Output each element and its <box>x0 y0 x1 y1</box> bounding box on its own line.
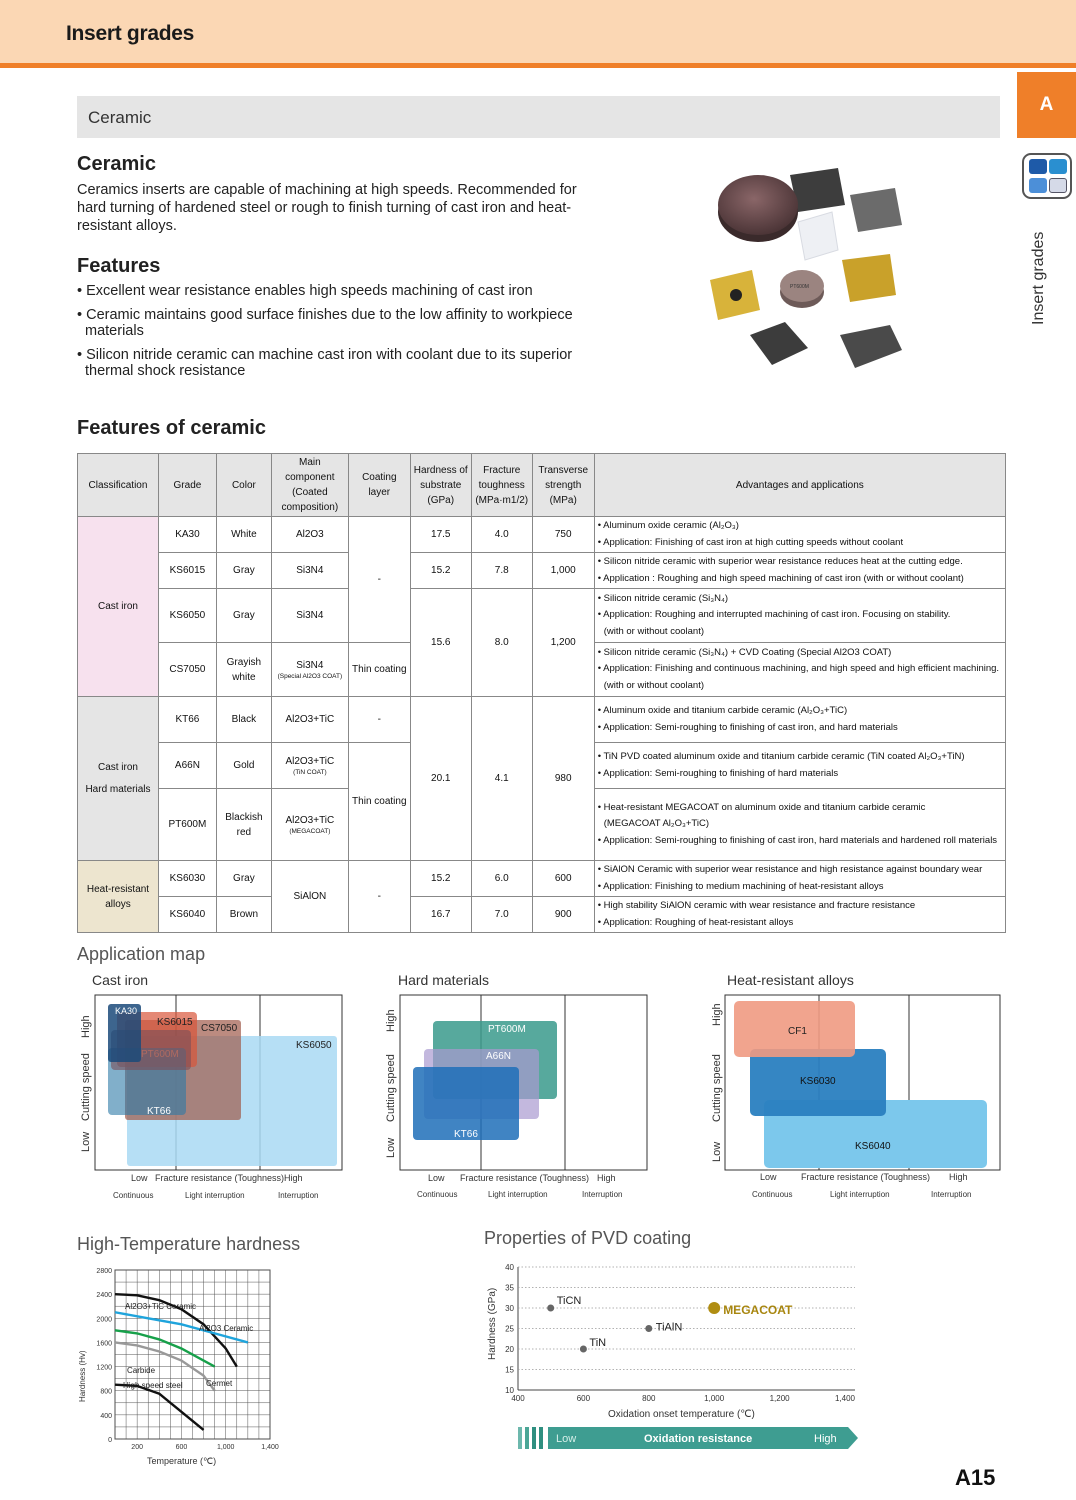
x-axis-label: Fracture resistance (Toughness) <box>155 1173 285 1183</box>
hot-hardness-title: High-Temperature hardness <box>77 1234 301 1254</box>
strength-cell: 750 <box>532 517 594 553</box>
pvd-title: Properties of PVD coating <box>484 1228 692 1248</box>
y-low: Low <box>385 1137 397 1158</box>
advantages-cell: • High stability SiAlON ceramic with wear resistance and fracture resistance • Application: Roughing of heat-resistant alloys <box>594 897 1005 933</box>
color-cell: White <box>216 517 271 553</box>
y-tick-label: 2400 <box>96 1292 112 1300</box>
x-tick-label: 400 <box>511 1394 525 1403</box>
component-cell: Si3N4 <box>271 553 348 589</box>
x-tick-label: 600 <box>576 1394 591 1403</box>
y-axis-label: Hardness (Hv) <box>78 1350 87 1402</box>
label-ks6050: KS6050 <box>296 1040 332 1051</box>
strength-cell: 1,000 <box>532 553 594 589</box>
coating-cell: - <box>348 861 410 933</box>
x-tick: Interruption <box>278 1191 319 1200</box>
header-title: Insert grades <box>66 22 194 45</box>
strength-cell: 980 <box>532 697 594 861</box>
advantages-cell: • Silicon nitride ceramic with superior wear resistance reduces heat at the cutting edge. • Application : Roughing and high speed machining of cast iron (with or without coolant) <box>594 553 1005 589</box>
section-tab-a[interactable]: A <box>1017 72 1076 138</box>
component-cell: Al2O3+TiC <box>271 697 348 743</box>
x-axis-label: Fracture resistance (Toughness) <box>460 1173 590 1183</box>
col-header: Transverse strength (MPa) <box>532 454 594 517</box>
advantages-cell: • TiN PVD coated aluminum oxide and titanium carbide ceramic (TiN coated Al₂O₃+TiN) • Application: Semi-roughing to finishing of hard materials <box>594 743 1005 789</box>
label-cf1: CF1 <box>788 1026 807 1037</box>
y-high: High <box>80 1015 92 1038</box>
color-cell: Black <box>216 697 271 743</box>
grade-cell: PT600M <box>158 789 216 861</box>
label-ks6040: KS6040 <box>855 1141 891 1152</box>
y-high: High <box>385 1009 397 1032</box>
coating-cell: Thin coating <box>348 743 410 861</box>
color-cell: Gray <box>216 589 271 643</box>
col-header: Advantages and applications <box>594 454 1005 517</box>
class-cell: Cast iron <box>78 517 159 697</box>
x-high: High <box>597 1173 616 1183</box>
x-tick-label: 1,400 <box>261 1444 279 1451</box>
col-header: Fracture toughness (MPa·m1/2) <box>471 454 532 517</box>
x-tick: Continuous <box>113 1191 154 1200</box>
advantages-cell: • Aluminum oxide ceramic (Al₂O₃) • Application: Finishing of cast iron at high cutting speeds without coolant <box>594 517 1005 553</box>
section-bar <box>77 96 1000 138</box>
advantages-cell: • Silicon nitride ceramic (Si₃N₄) + CVD Coating (Special Al2O3 COAT) • Application: Finishing and continuous machining, and high speed and high efficient machining. (with or without coolant) <box>594 643 1005 697</box>
y-low: Low <box>80 1131 92 1152</box>
col-header: Grade <box>158 454 216 517</box>
data-point <box>645 1325 652 1332</box>
grade-cell: KS6040 <box>158 897 216 933</box>
col-header: Hardness of substrate (GPa) <box>410 454 471 517</box>
class-cell: Cast iron Hard materials <box>78 697 159 861</box>
color-cell: Blackish red <box>216 789 271 861</box>
component-cell: Si3N4 (Special Al2O3 COAT) <box>271 643 348 697</box>
table-row <box>78 517 1006 553</box>
class-cell: Heat-resistant alloys <box>78 861 159 933</box>
grade-cell: KS6050 <box>158 589 216 643</box>
toughness-cell: 7.8 <box>471 553 532 589</box>
color-cell: Brown <box>216 897 271 933</box>
advantages-cell: • Aluminum oxide and titanium carbide ceramic (Al₂O₃+TiC) • Application: Semi-roughing to finishing of cast iron, and hard materials <box>594 697 1005 743</box>
hardness-cell: 15.2 <box>410 553 471 589</box>
x-tick-label: 1,000 <box>216 1444 235 1451</box>
col-header: Main component (Coated composition) <box>271 454 348 517</box>
x-low: Low <box>428 1173 445 1183</box>
toughness-cell: 7.0 <box>471 897 532 933</box>
data-point <box>547 1305 554 1312</box>
x-tick-label: 800 <box>642 1394 656 1403</box>
hardness-cell: 15.6 <box>410 589 471 697</box>
point-label: TiCN <box>556 1295 582 1307</box>
toughness-cell: 4.1 <box>471 697 532 861</box>
hardness-cell: 16.7 <box>410 897 471 933</box>
col-header: Coating layer <box>348 454 410 517</box>
y-tick-label: 400 <box>100 1412 112 1420</box>
label-kt66: KT66 <box>147 1106 171 1117</box>
x-low: Low <box>760 1172 777 1182</box>
table-row <box>78 697 1006 743</box>
section-bar-label: Ceramic <box>88 108 152 127</box>
label-cs7050: CS7050 <box>201 1023 238 1034</box>
x-high: High <box>284 1173 303 1183</box>
y-tick-label: 2800 <box>96 1268 112 1275</box>
grade-cell: KS6030 <box>158 861 216 897</box>
color-cell: Grayish white <box>216 643 271 697</box>
series-label: Al2O3+TiC Ceramic <box>125 1302 197 1311</box>
ceramic-features-table <box>77 453 1006 933</box>
coating-cell: - <box>348 517 410 643</box>
data-point <box>708 1302 720 1314</box>
component-cell: Al2O3 <box>271 517 348 553</box>
pvd-chart <box>480 1255 870 1470</box>
y-tick-label: 1200 <box>96 1364 112 1372</box>
series-label: Al2O3 Ceramic <box>199 1324 254 1333</box>
grade-cell: KA30 <box>158 517 216 553</box>
label-pt600m: PT600M <box>141 1049 179 1060</box>
table-row <box>78 861 1006 897</box>
y-tick-label: 10 <box>505 1386 514 1395</box>
table-row <box>78 553 1006 589</box>
x-axis-label: Oxidation onset temperature (℃) <box>608 1409 755 1420</box>
intro-heading: Ceramic <box>77 153 156 175</box>
features-heading: Features <box>77 255 161 277</box>
map-panel-title: Heat-resistant alloys <box>727 972 854 988</box>
app-map-title: Application map <box>77 944 206 964</box>
coating-cell: - <box>348 697 410 743</box>
grade-cell: CS7050 <box>158 643 216 697</box>
grade-cell: KT66 <box>158 697 216 743</box>
advantages-cell: • Silicon nitride ceramic (Si₃N₄) • Application: Roughing and interrupted machining of cast iron. Focusing on stability. (with or without coolant) <box>594 589 1005 643</box>
y-tick-label: 20 <box>505 1345 514 1354</box>
label-pt600m: PT600M <box>488 1024 526 1035</box>
toughness-cell: 4.0 <box>471 517 532 553</box>
y-tick-label: 800 <box>100 1388 112 1396</box>
label-ka30: KA30 <box>115 1006 138 1016</box>
x-high: High <box>949 1172 968 1182</box>
map-cast-iron <box>75 990 355 1205</box>
strength-cell: 600 <box>532 861 594 897</box>
series-label: High speed steel <box>123 1381 183 1390</box>
x-tick: Light interruption <box>488 1190 548 1199</box>
x-tick: Light interruption <box>830 1190 890 1199</box>
y-axis-label: Hardness (GPa) <box>487 1287 498 1360</box>
color-cell: Gray <box>216 553 271 589</box>
side-label: Insert grades <box>1030 231 1047 325</box>
y-tick-label: 40 <box>505 1263 514 1272</box>
label-ks6015: KS6015 <box>157 1017 193 1028</box>
x-tick: Interruption <box>582 1190 623 1199</box>
x-axis-label: Temperature (℃) <box>147 1456 217 1466</box>
ceramic-inserts-photo <box>690 150 930 390</box>
table-row <box>78 897 1006 933</box>
hot-hardness-chart <box>75 1262 290 1472</box>
y-tick-label: 1600 <box>96 1340 112 1348</box>
svg-text:Low: Low <box>556 1433 577 1445</box>
point-label: MEGACOAT <box>723 1303 793 1317</box>
data-point <box>580 1346 587 1353</box>
x-tick-label: 600 <box>175 1444 188 1451</box>
component-cell: Al2O3+TiC (MEGACOAT) <box>271 789 348 861</box>
y-tick-label: 2000 <box>96 1316 112 1324</box>
label-kt66: KT66 <box>454 1129 478 1140</box>
x-tick-label: 1,400 <box>834 1394 856 1403</box>
x-tick: Interruption <box>931 1190 972 1199</box>
hardness-cell: 15.2 <box>410 861 471 897</box>
insert-grades-icon <box>1022 153 1072 199</box>
map-panel-title: Cast iron <box>92 972 149 988</box>
x-tick-label: 1,200 <box>769 1394 790 1403</box>
features-list <box>77 283 607 387</box>
svg-text:High: High <box>814 1433 837 1445</box>
strength-cell: 1,200 <box>532 589 594 697</box>
y-high: High <box>711 1003 723 1026</box>
table-header-row <box>78 454 1006 517</box>
map-panel-title: Hard materials <box>398 972 490 988</box>
y-low: Low <box>711 1141 723 1162</box>
y-axis-label: Cutting speed <box>80 1053 92 1121</box>
strength-cell: 900 <box>532 897 594 933</box>
component-cell: SiAlON <box>271 861 348 933</box>
component-cell: Al2O3+TiC (TiN COAT) <box>271 743 348 789</box>
x-axis-label: Fracture resistance (Toughness) <box>801 1172 931 1182</box>
advantages-cell: • SiAlON Ceramic with superior wear resistance and high resistance against boundary wear • Application: Finishing to medium machining of heat-resistant alloys <box>594 861 1005 897</box>
point-label: TiAlN <box>655 1321 683 1334</box>
y-tick-label: 35 <box>505 1283 514 1293</box>
y-tick-label: 0 <box>108 1437 112 1444</box>
table-row <box>78 589 1006 643</box>
advantages-cell: • Heat-resistant MEGACOAT on aluminum oxide and titanium carbide ceramic (MEGACOAT Al₂O₃+TiC) • Application: Semi-roughing to finishing of cast iron, hard materials and hardened roll materials <box>594 789 1005 861</box>
grade-cell: A66N <box>158 743 216 789</box>
hardness-cell: 20.1 <box>410 697 471 861</box>
map-heat-resistant <box>705 990 1005 1205</box>
col-header: Classification <box>78 454 159 517</box>
x-tick-label: 1,000 <box>704 1394 725 1403</box>
point-label: TiN <box>589 1337 607 1349</box>
x-low: Low <box>131 1173 148 1183</box>
x-tick: Continuous <box>417 1190 458 1199</box>
coating-cell: Thin coating <box>348 643 410 697</box>
color-cell: Gold <box>216 743 271 789</box>
intro-text: Ceramics inserts are capable of machining at high speeds. Recommended for hard turning of hardened steel or rough to finish turning of cast iron and heat-resistant alloys. <box>77 182 577 234</box>
page-number: A15 <box>955 1465 996 1490</box>
series-label: Cermet <box>206 1379 233 1388</box>
feature-item: • Ceramic maintains good surface finishes due to the low affinity to workpiece materials <box>77 306 573 339</box>
feature-item: • Silicon nitride ceramic can machine cast iron with coolant due to its superior thermal shock resistance <box>77 346 573 379</box>
x-tick: Light interruption <box>185 1191 245 1200</box>
svg-text:Oxidation resistance: Oxidation resistance <box>644 1433 753 1445</box>
col-header: Color <box>216 454 271 517</box>
y-tick-label: 25 <box>505 1324 514 1334</box>
oxidation-resistance-arrow <box>518 1427 858 1449</box>
map-hard-materials <box>380 990 660 1205</box>
toughness-cell: 8.0 <box>471 589 532 697</box>
toughness-cell: 6.0 <box>471 861 532 897</box>
y-tick-label: 15 <box>505 1365 514 1375</box>
x-tick-label: 200 <box>131 1444 143 1451</box>
feature-item: • Excellent wear resistance enables high speeds machining of cast iron <box>77 283 533 299</box>
y-axis-label: Cutting speed <box>711 1054 723 1122</box>
photo-insert-label: PT600M <box>790 284 809 290</box>
grade-cell: KS6015 <box>158 553 216 589</box>
y-tick-label: 30 <box>505 1304 514 1313</box>
x-tick: Continuous <box>752 1190 793 1199</box>
table-heading: Features of ceramic <box>77 417 266 439</box>
component-cell: Si3N4 <box>271 589 348 643</box>
label-a66n: A66N <box>486 1051 512 1062</box>
color-cell: Gray <box>216 861 271 897</box>
series-label: Carbide <box>127 1366 156 1375</box>
hardness-cell: 17.5 <box>410 517 471 553</box>
label-ks6030: KS6030 <box>800 1076 836 1087</box>
y-axis-label: Cutting speed <box>385 1054 397 1122</box>
